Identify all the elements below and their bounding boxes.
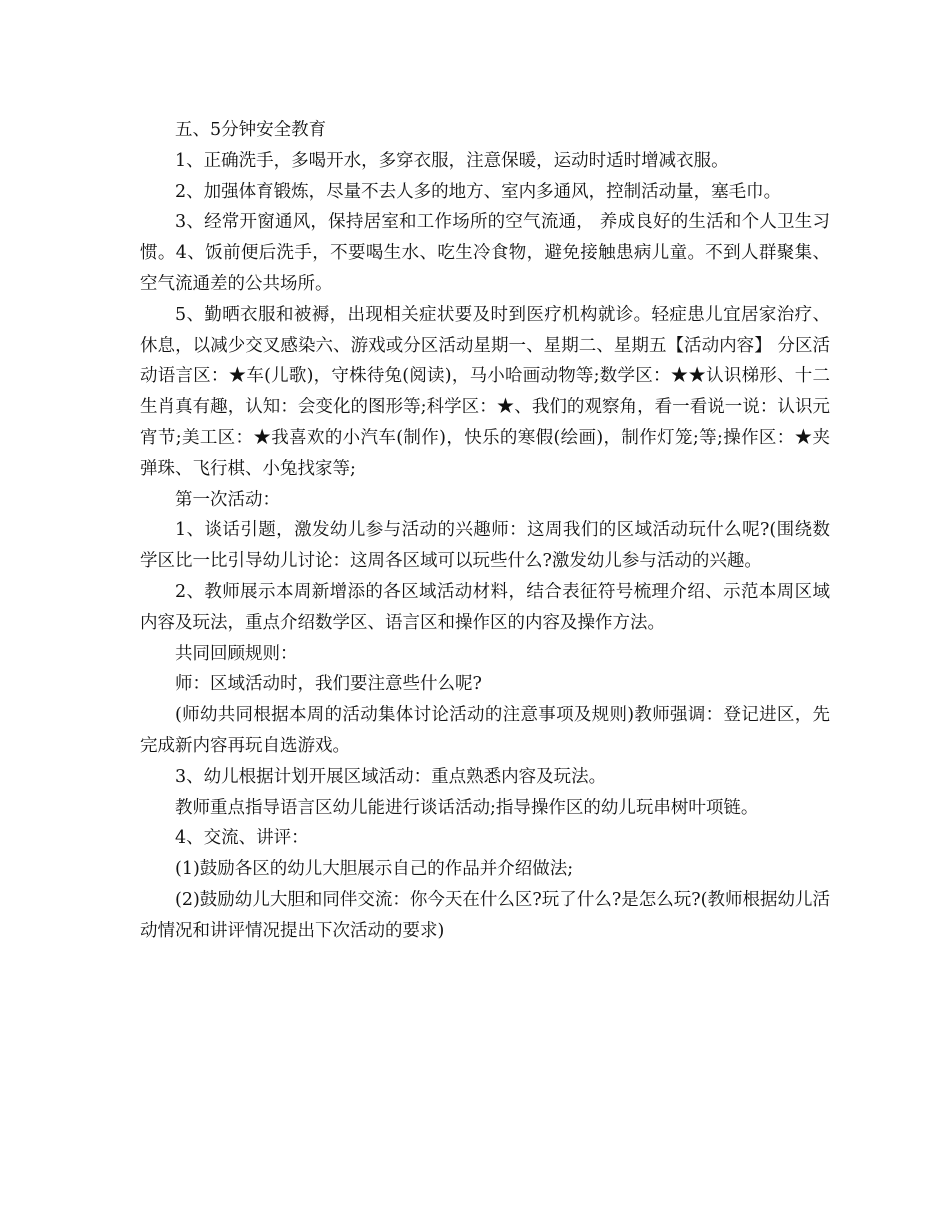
section-heading: 五、5分钟安全教育 xyxy=(175,120,327,140)
paragraph: 共同回顾规则： xyxy=(175,643,298,664)
paragraph: (2)鼓励幼儿大胆和同伴交流：你今天在什么区?玩了什么?是怎么玩?(教师根据幼儿活动情况和讲评情况提出下次活动的要求) xyxy=(140,889,830,941)
paragraph: 1、正确洗手，多喝开水，多穿衣服，注意保暖，运动时适时增减衣服。 xyxy=(175,150,729,171)
paragraph: (1)鼓励各区的幼儿大胆展示自己的作品并介绍做法; xyxy=(175,859,574,880)
paragraph: 教师重点指导语言区幼儿能进行谈话活动;指导操作区的幼儿玩串树叶项链。 xyxy=(175,797,759,818)
paragraph: 4、交流、讲评： xyxy=(175,828,309,849)
paragraph: 3、经常开窗通风，保持居室和工作场所的空气流通， 养成良好的生活和个人卫生习惯。4、饭前便后洗手，不要喝生水、吃生冷食物，避免接触患病儿童。不到人群聚集、空气流通差的公共场所。 xyxy=(140,212,830,294)
paragraph: (师幼共同根据本周的活动集体讨论活动的注意事项及规则)教师强调：登记进区，先完成新内容再玩自选游戏。 xyxy=(140,705,830,756)
paragraph: 2、教师展示本周新增添的各区域活动材料，结合表征符号梳理介绍、示范本周区域内容及玩法，重点介绍数学区、语言区和操作区的内容及操作方法。 xyxy=(140,581,830,633)
subheading: 第一次活动： xyxy=(175,489,280,510)
paragraph: 5、勤晒衣服和被褥，出现相关症状要及时到医疗机构就诊。轻症患儿宜居家治疗、休息，以减少交叉感染六、游戏或分区活动星期一、星期二、星期五【活动内容】 分区活动语言区：★车(儿歌)，守株待兔(阅读)，马小哈画动物等;数学区：★★认识梯形、十二生肖真有趣，认知：会变化的图形等;科学区：★、我们的观察角，看一看说一说：认识元宵节;美工区：★我喜欢的小汽车(制作)，快乐的寒假(绘画)，制作灯笼;等;操作区：★夹弹珠、飞行棋、小兔找家等; xyxy=(140,304,830,479)
paragraph: 师：区域活动时，我们要注意些什么呢? xyxy=(175,674,482,695)
paragraph: 2、加强体育锻炼，尽量不去人多的地方、室内多通风，控制活动量，塞毛巾。 xyxy=(175,181,782,202)
paragraph: 1、谈话引题，激发幼儿参与活动的兴趣师：这周我们的区域活动玩什么呢?(围绕数学区比一比引导幼儿讨论：这周各区域可以玩些什么?激发幼儿参与活动的兴趣。 xyxy=(140,520,830,572)
document-body xyxy=(140,115,830,947)
paragraph: 3、幼儿根据计划开展区域活动：重点熟悉内容及玩法。 xyxy=(175,766,607,787)
